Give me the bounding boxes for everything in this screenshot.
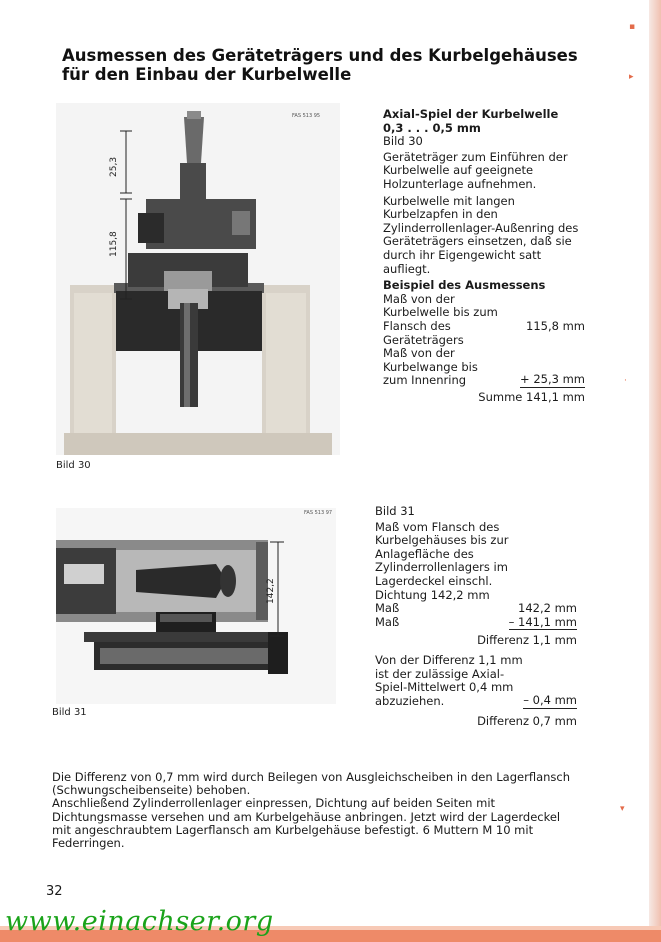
bottom-paragraph-1: Die Differenz von 0,7 mm wird durch Beilegen von Ausgleichscheiben in den Lagerflansch (Schwungscheibenseite) behoben.: [52, 770, 571, 798]
dim-label-115-8: 115,8: [109, 231, 119, 257]
instruction-paragraph-1: Geräteträger zum Einführen der Kurbelwelle auf geeignete Holzunterlage aufnehmen.: [383, 149, 568, 191]
bild-30-ref: Bild 30: [383, 134, 423, 149]
figure-30-tag: FAS 513 95: [292, 113, 321, 119]
crankshaft-illustration: [56, 103, 340, 455]
page-title: Ausmessen des Geräteträgers und des Kurbelgehäuses für den Einbau der Kurbelwelle: [62, 46, 578, 84]
subtract-value: – 0,4 mm: [523, 693, 577, 708]
difference-2: Differenz 0,7 mm: [477, 713, 577, 728]
measurement-row-1: [383, 293, 585, 347]
subtract-paragraph: Von der Differenz 1,1 mm ist der zulässige Axial-Spiel-Mittelwert 0,4 mm abzuziehen.: [375, 652, 523, 708]
figure-30-photo: [56, 103, 340, 455]
difference-1: Differenz 1,1 mm: [477, 633, 577, 648]
bottom-paragraph-2: Anschließend Zylinderrollenlager einpressen, Dichtung auf beiden Seiten mit Dichtungsmasse versehen und am Kurbelgehäuse anbringen. Jetzt wird der Lagerdeckel mit angeschraubtem Lagerflansch am Kurbelgehäuse befestigt. 6 Muttern M 10 mit Federringen.: [52, 796, 561, 851]
bild-31-ref: Bild 31: [375, 504, 415, 518]
margin-mark: ▾: [620, 804, 625, 814]
figure-30-description: [383, 108, 585, 404]
figure-31-description: [375, 505, 577, 729]
dim-label-142-2: 142,2: [266, 578, 276, 604]
measurement-2-value: + 25,3 mm: [520, 372, 585, 387]
measurement-2-text: Maß von der Kurbelwange bis zum Innenring: [383, 346, 478, 388]
measurement-3-value: 142,2 mm: [518, 601, 577, 616]
sum-value: Summe 141,1 mm: [478, 389, 585, 404]
measurement-3-label: Maß: [375, 601, 400, 616]
measurement-1-value: 115,8 mm: [526, 318, 585, 333]
figure-31-tag: FAS 513 97: [304, 510, 333, 516]
margin-mark: ·: [624, 376, 627, 386]
crankcase-illustration: [56, 508, 336, 704]
bottom-instructions: [52, 771, 582, 850]
watermark: www.einachser.org: [5, 906, 274, 937]
axial-play-heading: Axial-Spiel der Kurbelwelle: [383, 107, 559, 121]
measurement-4-value: – 141,1 mm: [508, 614, 577, 629]
axial-play-range: 0,3 . . . 0,5 mm: [383, 120, 481, 135]
page-edge-right: [649, 0, 661, 942]
example-heading: Beispiel des Ausmessens: [383, 278, 546, 293]
flange-measurement-paragraph: Maß vom Flansch des Kurbelgehäuses bis zur Anlagefläche des Zylinderrollenlagers im Lagerdeckel einschl. Dichtung 142,2 mm: [375, 519, 509, 602]
instruction-paragraph-2: Kurbelwelle mit langen Kurbelzapfen in den Zylinderrollenlager-Außenring des Geräteträgers einsetzen, daß sie durch ihr Eigengewicht satt aufliegt.: [383, 193, 579, 276]
measurement-row-2: [383, 347, 585, 388]
margin-mark: ▪: [629, 22, 636, 32]
figure-31-caption: Bild 31: [52, 707, 87, 718]
figure-31-photo: [56, 508, 336, 704]
measurement-row-4: [375, 616, 577, 631]
dim-label-25-3: 25,3: [109, 156, 119, 177]
margin-mark: ▸: [629, 72, 634, 82]
measurement-1-text: Maß von der Kurbelwelle bis zum Flansch des Geräteträgers: [383, 291, 498, 347]
measurement-row-3: [375, 602, 577, 616]
page-number: 32: [46, 884, 63, 899]
figure-30-caption: Bild 30: [56, 460, 91, 471]
measurement-4-label: Maß: [375, 614, 400, 629]
